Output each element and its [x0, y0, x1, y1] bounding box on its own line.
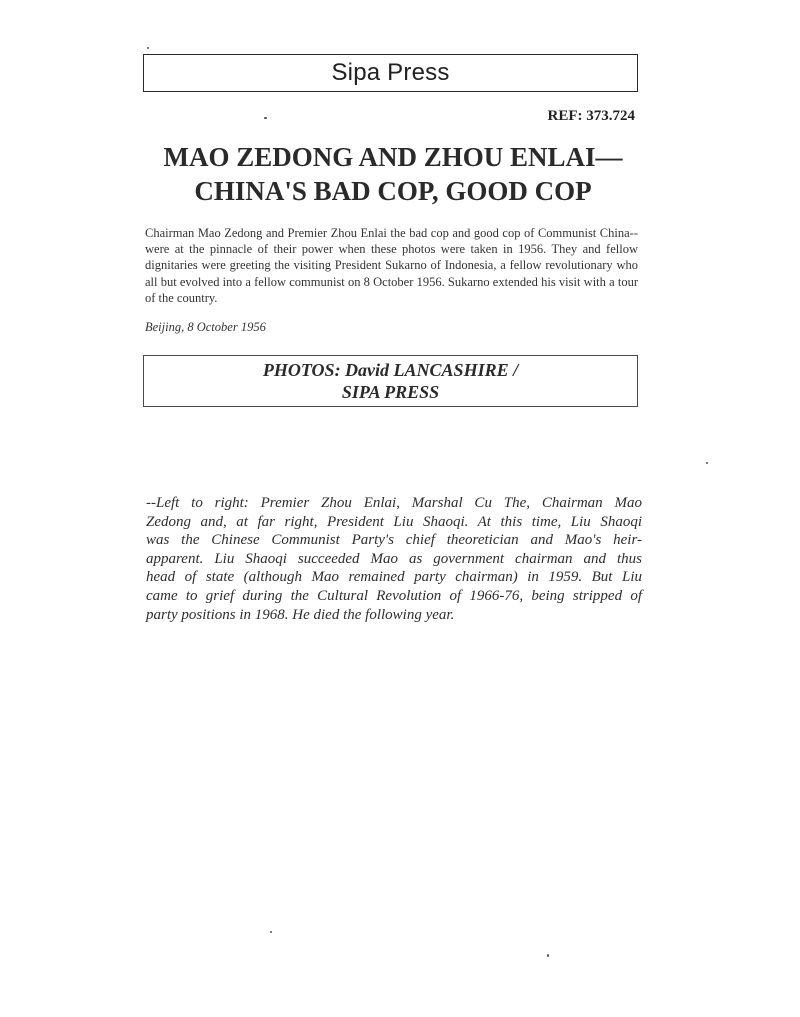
caption-line: apparent. Liu Shaoqi succeeded Mao as government chairman and thus: [146, 550, 642, 567]
header-title: Sipa Press: [331, 59, 450, 86]
caption-line: party positions in 1968. He died the following year.: [146, 606, 455, 623]
caption-line: came to grief during the Cultural Revolution of 1966-76, being stripped of: [146, 587, 642, 604]
photo-credit-line-1: PHOTOS: David LANCASHIRE /: [262, 360, 519, 380]
headline: [140, 140, 646, 208]
reference-number: REF: 373.724: [547, 108, 635, 124]
header-box: [143, 54, 638, 92]
headline-line-1: MAO ZEDONG AND ZHOU ENLAI—: [163, 142, 623, 172]
photo-credit-line-2: SIPA PRESS: [341, 382, 440, 402]
photo-caption: [146, 494, 642, 624]
photo-credit-box: [143, 355, 638, 407]
scan-speck: [270, 931, 272, 933]
scan-speck: [147, 47, 149, 49]
scan-speck: [706, 462, 708, 464]
caption-line: --Left to right: Premier Zhou Enlai, Marshal Cu The, Chairman Mao: [146, 495, 642, 511]
caption-line: head of state (although Mao remained party chairman) in 1959. But Liu: [146, 569, 642, 586]
headline-line-2: CHINA'S BAD COP, GOOD COP: [194, 176, 592, 206]
intro-paragraph: Chairman Mao Zedong and Premier Zhou Enlai the bad cop and good cop of Communist China--were at the pinnacle of their power when these photos were taken in 1956. They and fellow dignitaries were greeting the visiting President Sukarno of Indonesia, a fellow revolutionary who all but evolved into a fellow communist on 8 October 1956. Sukarno extended his visit with a tour of the country.: [145, 226, 638, 305]
caption-line: was the Chinese Communist Party's chief theoretician and Mao's heir-: [146, 532, 642, 549]
dateline: Beijing, 8 October 1956: [145, 320, 266, 334]
scan-speck: [547, 954, 549, 957]
scan-speck: [264, 117, 267, 119]
caption-line: Zedong and, at far right, President Liu Shaoqi. At this time, Liu Shaoqi: [146, 513, 642, 530]
